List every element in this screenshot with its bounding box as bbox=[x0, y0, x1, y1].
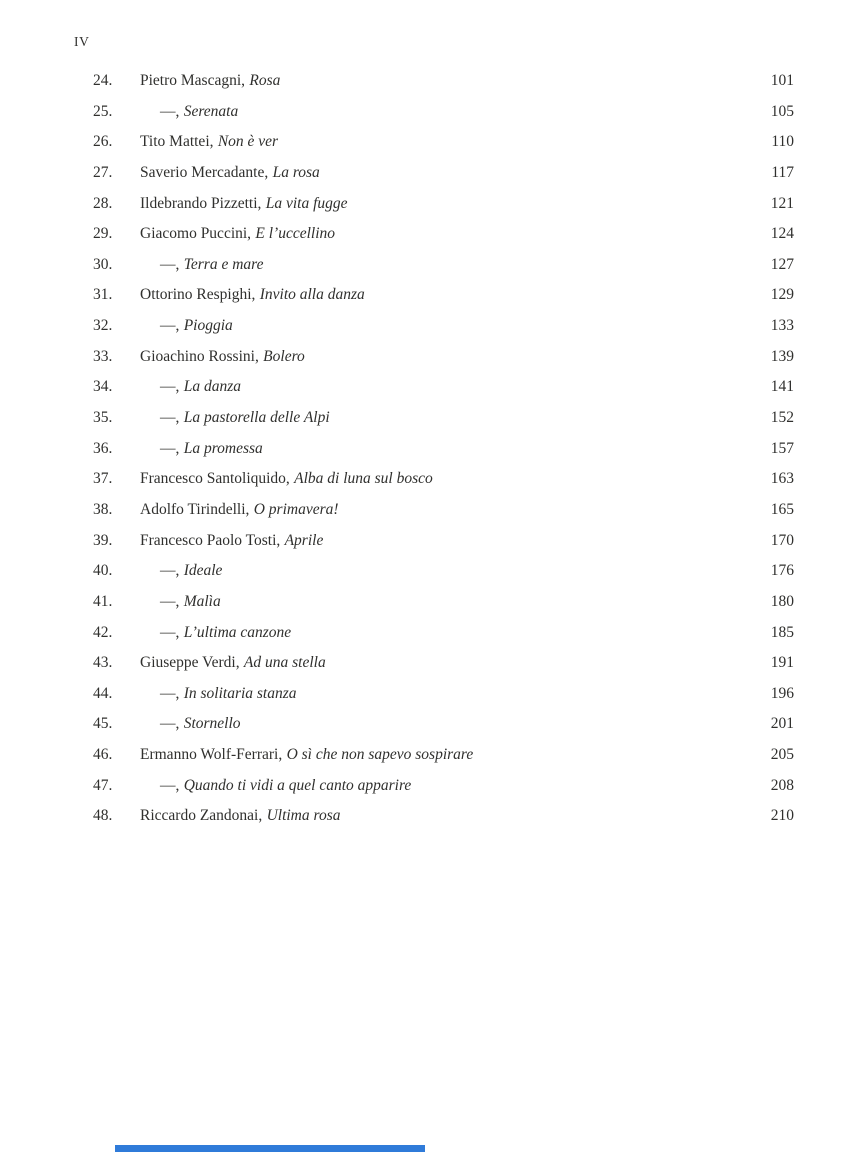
entry-composer: Tito Mattei, bbox=[140, 133, 214, 151]
entry-page: 196 bbox=[770, 684, 794, 702]
toc-row bbox=[93, 66, 794, 97]
entry-text bbox=[140, 280, 771, 311]
entry-text bbox=[140, 189, 771, 220]
entry-page: 124 bbox=[770, 225, 794, 243]
entry-text bbox=[140, 587, 771, 618]
entry-text bbox=[140, 679, 771, 710]
entry-text bbox=[140, 464, 771, 495]
toc-row bbox=[93, 495, 794, 526]
entry-number: 42. bbox=[93, 623, 113, 641]
entry-text bbox=[140, 526, 771, 557]
entry-title: Terra e mare bbox=[183, 255, 264, 273]
entry-number: 40. bbox=[93, 562, 113, 580]
entry-page: 170 bbox=[770, 531, 794, 549]
toc-row bbox=[93, 771, 794, 802]
entry-title: La rosa bbox=[272, 163, 320, 181]
toc-row bbox=[93, 219, 794, 250]
entry-composer: Ildebrando Pizzetti, bbox=[140, 194, 262, 212]
entry-title: Pioggia bbox=[183, 317, 233, 335]
entry-text bbox=[140, 403, 771, 434]
toc-row bbox=[93, 189, 794, 220]
entry-number: 30. bbox=[93, 255, 113, 273]
entry-number: 47. bbox=[93, 776, 113, 794]
entry-page: 141 bbox=[770, 378, 794, 396]
entry-text bbox=[140, 771, 771, 802]
entry-page: 117 bbox=[771, 163, 794, 181]
entry-number: 39. bbox=[93, 531, 113, 549]
entry-page: 139 bbox=[770, 347, 794, 365]
entry-composer: Adolfo Tirindelli, bbox=[140, 500, 250, 518]
entry-title: La pastorella delle Alpi bbox=[183, 409, 330, 427]
entry-page: 165 bbox=[770, 500, 794, 518]
entry-number: 27. bbox=[93, 163, 113, 181]
toc-row bbox=[93, 526, 794, 557]
entry-title: Stornello bbox=[183, 715, 241, 733]
entry-title: Quando ti vidi a quel canto apparire bbox=[183, 776, 412, 794]
entry-text bbox=[140, 556, 771, 587]
toc-row bbox=[93, 434, 794, 465]
entry-composer: —, bbox=[160, 623, 180, 641]
toc-row bbox=[93, 556, 794, 587]
entry-text bbox=[140, 342, 771, 373]
entry-page: 191 bbox=[770, 654, 794, 672]
entry-title: L’ultima canzone bbox=[183, 623, 292, 641]
entry-text bbox=[140, 250, 771, 281]
toc-row bbox=[93, 618, 794, 649]
toc-row bbox=[93, 97, 794, 128]
page-folio: IV bbox=[74, 34, 90, 49]
toc-row bbox=[93, 158, 794, 189]
entry-page: 205 bbox=[770, 746, 794, 764]
entry-page: 180 bbox=[770, 592, 794, 610]
toc-row bbox=[93, 250, 794, 281]
entry-number: 48. bbox=[93, 807, 113, 825]
entry-text bbox=[140, 740, 771, 771]
entry-number: 28. bbox=[93, 194, 113, 212]
toc-row bbox=[93, 280, 794, 311]
entry-title: Ad una stella bbox=[243, 654, 326, 672]
entry-page: 176 bbox=[770, 562, 794, 580]
toc-row bbox=[93, 311, 794, 342]
entry-composer: —, bbox=[160, 684, 180, 702]
entry-title: O primavera! bbox=[253, 500, 339, 518]
entry-composer: —, bbox=[160, 409, 180, 427]
entry-number: 34. bbox=[93, 378, 113, 396]
entry-number: 25. bbox=[93, 102, 113, 120]
entry-composer: Giuseppe Verdi, bbox=[140, 654, 240, 672]
entry-number: 46. bbox=[93, 746, 113, 764]
entry-composer: Riccardo Zandonai, bbox=[140, 807, 263, 825]
entry-page: 201 bbox=[770, 715, 794, 733]
entry-composer: —, bbox=[160, 102, 180, 120]
entry-page: 110 bbox=[771, 133, 794, 151]
entry-title: La promessa bbox=[183, 439, 263, 457]
entry-title: Alba di luna sul bosco bbox=[294, 470, 433, 488]
entry-number: 35. bbox=[93, 409, 113, 427]
toc-row bbox=[93, 587, 794, 618]
toc-row bbox=[93, 464, 794, 495]
entry-text bbox=[140, 648, 771, 679]
entry-number: 45. bbox=[93, 715, 113, 733]
entry-number: 36. bbox=[93, 439, 113, 457]
entry-page: 105 bbox=[770, 102, 794, 120]
entry-composer: Giacomo Puccini, bbox=[140, 225, 252, 243]
entry-number: 24. bbox=[93, 72, 113, 89]
toc-row bbox=[93, 403, 794, 434]
entry-title: La vita fugge bbox=[265, 194, 348, 212]
entry-text bbox=[140, 219, 771, 250]
entry-composer: Ottorino Respighi, bbox=[140, 286, 256, 304]
entry-composer: Gioachino Rossini, bbox=[140, 347, 259, 365]
entry-page: 129 bbox=[770, 286, 794, 304]
entry-title: Invito alla danza bbox=[259, 286, 365, 304]
entry-title: O sì che non sapevo sospirare bbox=[286, 746, 474, 764]
entry-composer: —, bbox=[160, 562, 180, 580]
entry-composer: Ermanno Wolf-Ferrari, bbox=[140, 746, 283, 764]
entry-number: 43. bbox=[93, 654, 113, 672]
entry-number: 41. bbox=[93, 592, 113, 610]
entry-composer: —, bbox=[160, 776, 180, 794]
toc-row bbox=[93, 648, 794, 679]
toc-row bbox=[93, 342, 794, 373]
entry-text bbox=[140, 66, 771, 97]
entry-title: Malìa bbox=[183, 592, 221, 610]
entry-composer: Francesco Santoliquido, bbox=[140, 470, 290, 488]
entry-composer: Francesco Paolo Tosti, bbox=[140, 531, 281, 549]
entry-number: 44. bbox=[93, 684, 113, 702]
toc-row bbox=[93, 801, 794, 832]
entry-text bbox=[140, 372, 771, 403]
entry-page: 163 bbox=[770, 470, 794, 488]
entry-text bbox=[140, 495, 771, 526]
entry-text bbox=[140, 127, 771, 158]
entry-number: 26. bbox=[93, 133, 113, 151]
entry-number: 32. bbox=[93, 317, 113, 335]
entry-composer: —, bbox=[160, 715, 180, 733]
entry-text bbox=[140, 434, 771, 465]
toc-row bbox=[93, 740, 794, 771]
entry-title: E l’uccellino bbox=[255, 225, 336, 243]
toc-row bbox=[93, 127, 794, 158]
entry-page: 208 bbox=[770, 776, 794, 794]
entry-text bbox=[140, 801, 771, 832]
entry-number: 33. bbox=[93, 347, 113, 365]
entry-composer: —, bbox=[160, 317, 180, 335]
entry-composer: Pietro Mascagni, bbox=[140, 72, 246, 89]
entry-title: Ideale bbox=[183, 562, 223, 580]
entry-page: 127 bbox=[770, 255, 794, 273]
entry-page: 133 bbox=[770, 317, 794, 335]
entry-title: Serenata bbox=[183, 102, 239, 120]
toc-list bbox=[0, 66, 864, 832]
entry-text bbox=[140, 618, 771, 649]
entry-text bbox=[140, 709, 771, 740]
entry-composer: —, bbox=[160, 255, 180, 273]
entry-page: 152 bbox=[770, 409, 794, 427]
entry-number: 38. bbox=[93, 500, 113, 518]
toc-row bbox=[93, 709, 794, 740]
entry-text bbox=[140, 97, 771, 128]
entry-page: 157 bbox=[770, 439, 794, 457]
entry-text bbox=[140, 311, 771, 342]
toc-row bbox=[93, 679, 794, 710]
entry-page: 210 bbox=[770, 807, 794, 825]
entry-title: Aprile bbox=[284, 531, 324, 549]
entry-page: 185 bbox=[770, 623, 794, 641]
entry-number: 37. bbox=[93, 470, 113, 488]
entry-title: In solitaria stanza bbox=[183, 684, 297, 702]
entry-title: Non è ver bbox=[217, 133, 279, 151]
entry-composer: Saverio Mercadante, bbox=[140, 163, 269, 181]
entry-number: 31. bbox=[93, 286, 113, 304]
entry-page: 121 bbox=[770, 194, 794, 212]
entry-text bbox=[140, 158, 771, 189]
entry-composer: —, bbox=[160, 592, 180, 610]
bottom-accent-bar bbox=[115, 1145, 425, 1152]
entry-title: La danza bbox=[183, 378, 241, 396]
entry-composer: —, bbox=[160, 439, 180, 457]
entry-title: Ultima rosa bbox=[266, 807, 341, 825]
entry-title: Bolero bbox=[263, 347, 305, 365]
entry-page: 101 bbox=[770, 72, 794, 89]
toc-row bbox=[93, 372, 794, 403]
entry-title: Rosa bbox=[249, 72, 281, 89]
entry-composer: —, bbox=[160, 378, 180, 396]
entry-number: 29. bbox=[93, 225, 113, 243]
